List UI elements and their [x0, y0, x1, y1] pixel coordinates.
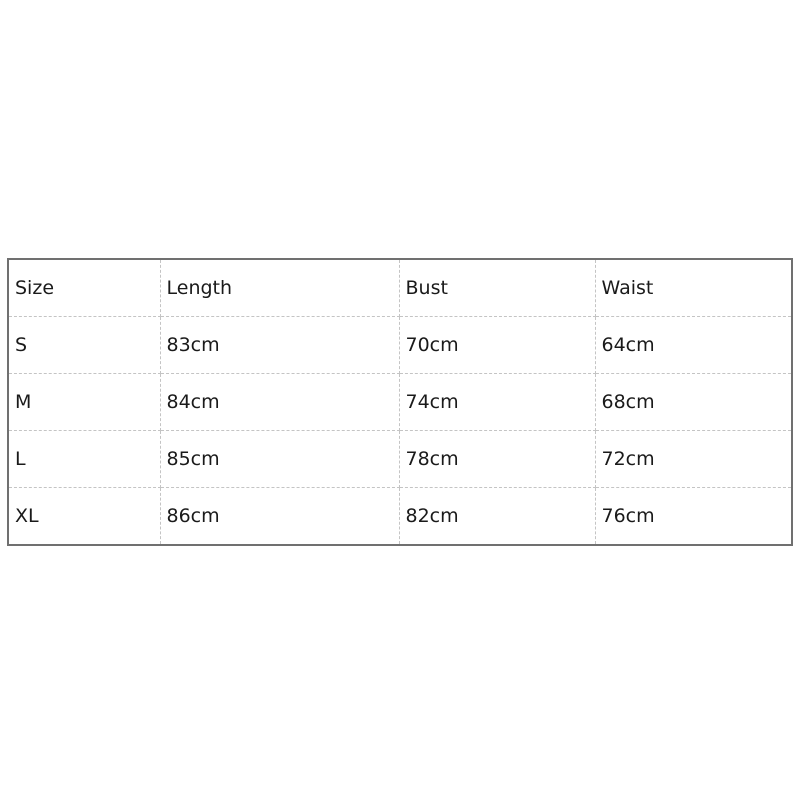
header-length: Length [160, 259, 399, 317]
cell-size: S [8, 317, 160, 374]
header-waist: Waist [595, 259, 792, 317]
table-row [8, 488, 792, 546]
cell-waist: 76cm [601, 505, 655, 527]
cell-bust: 74cm [399, 374, 595, 431]
header-size: Size [8, 259, 160, 317]
cell-bust: 82cm [399, 488, 595, 546]
table-row [8, 431, 792, 488]
size-chart-table [7, 258, 793, 546]
cell-length: 83cm [160, 317, 399, 374]
table-header-row [8, 259, 792, 317]
cell-size: L [8, 431, 160, 488]
cell-bust: 70cm [399, 317, 595, 374]
cell-length: 86cm [160, 488, 399, 546]
cell-size: M [8, 374, 160, 431]
cell-waist: 72cm [595, 431, 792, 488]
header-bust: Bust [399, 259, 595, 317]
cell-length: 85cm [160, 431, 399, 488]
cell-waist: 64cm [595, 317, 792, 374]
cell-bust: 78cm [399, 431, 595, 488]
cell-length: 84cm [160, 374, 399, 431]
table-row [8, 374, 792, 431]
cell-waist: 68cm [595, 374, 792, 431]
cell-size: XL [8, 488, 160, 546]
table-row [8, 317, 792, 374]
